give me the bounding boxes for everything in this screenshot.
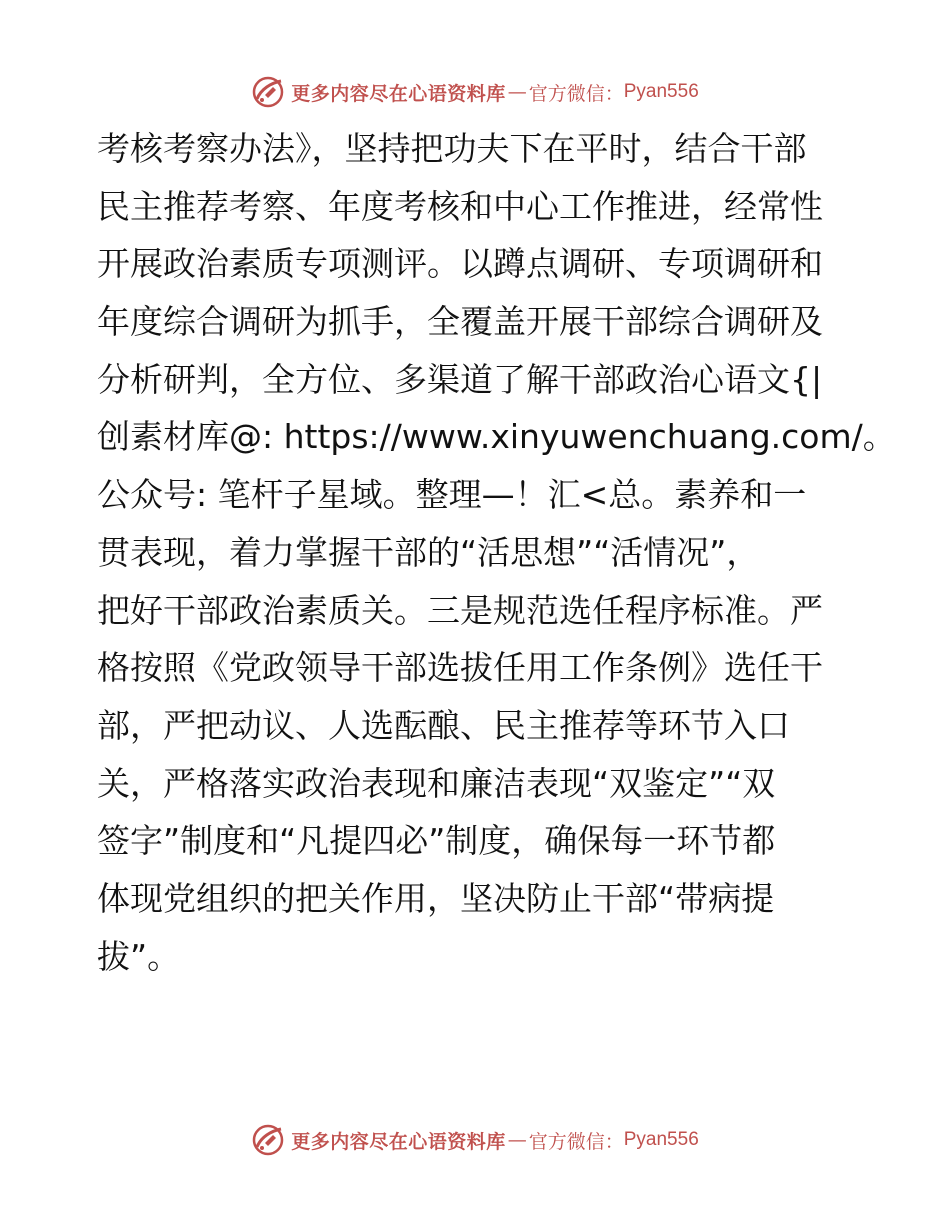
body-line: 创素材库@: https://www.xinyuwenchuang.com/。 — [97, 417, 896, 457]
body-line: 开展政治素质专项测评。以蹲点调研、专项调研和 — [97, 244, 823, 284]
body-line: 部，严把动议、人选酝酿、民主推荐等环节入口 — [97, 705, 790, 745]
document-body — [97, 120, 896, 985]
body-line: 贯表现，着力掌握干部的“活思想”“活情况”， — [97, 532, 760, 572]
pen-nib-logo-icon — [251, 1123, 285, 1157]
body-line: 关，严格落实政治表现和廉洁表现“双鉴定”“双 — [97, 763, 776, 803]
footer-wechat-id: Pyan556 — [623, 1129, 699, 1150]
body-line: 分析研判，全方位、多渠道了解干部政治心语文{| — [97, 359, 823, 399]
body-line: 拔”。 — [97, 936, 181, 976]
footer-wechat-label: 官方微信： — [528, 1130, 624, 1153]
body-line: 签字”制度和“凡提四必”制度，确保每一环节都 — [97, 821, 776, 861]
header-brand-text: 更多内容尽在心语资料库 — [291, 82, 506, 105]
body-line: 考核考察办法》，坚持把功夫下在平时，结合干部 — [97, 129, 807, 168]
footer-brand-text: 更多内容尽在心语资料库 — [291, 1130, 506, 1153]
body-line: 把好干部政治素质关。三是规范选任程序标准。严 — [97, 590, 823, 630]
header-wechat-label: 官方微信： — [528, 82, 624, 105]
pen-nib-logo-icon — [251, 75, 285, 109]
body-line: 体现党组织的把关作用，坚决防止干部“带病提 — [97, 878, 775, 918]
body-line: 格按照《党政领导干部选拔任用工作条例》选任干 — [97, 648, 823, 688]
footer-separator: — — [507, 1129, 527, 1151]
header-banner — [0, 72, 950, 112]
body-line: 民主推荐考察、年度考核和中心工作推进，经常性 — [97, 186, 823, 226]
body-line: 公众号: 笔杆子星域。整理—！汇<总。素养和一 — [97, 475, 807, 515]
body-line: 年度综合调研为抓手，全覆盖开展干部综合调研及 — [97, 302, 823, 342]
header-separator: — — [507, 81, 527, 103]
footer-banner — [0, 1120, 950, 1160]
header-wechat-id: Pyan556 — [623, 81, 699, 102]
